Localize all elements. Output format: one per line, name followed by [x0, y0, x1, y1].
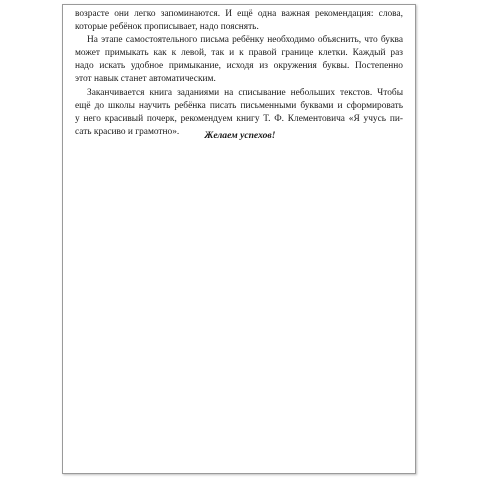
paragraph-1 — [75, 8, 403, 34]
paragraph-2 — [75, 34, 403, 86]
text-line: которые ребёнок прописывает, надо пояснять. — [75, 22, 259, 33]
body-text — [75, 8, 403, 139]
closing-wish: Желаем успехов! — [204, 130, 276, 141]
text-line: Заканчивается книга заданиями на списывание небольших текстов. Чтобы — [87, 87, 403, 98]
text-line: этот навык станет автоматическим. — [75, 74, 216, 85]
text-line: возрасте они легко запоминаются. И ещё одна важная рекомендация: слова, — [75, 9, 403, 19]
document-page — [62, 4, 416, 474]
text-line: может примыкать как к левой, так и к правой границе клетки. Каждый раз — [75, 48, 403, 59]
text-line: у него красивый почерк, рекомендуем книгу Т. Ф. Клементовича «Я учусь пи- — [75, 113, 403, 124]
text-line: надо искать удобное примыкание, исходя из окружения буквы. Постепенно — [75, 61, 403, 72]
text-line: сать красиво и грамотно». — [75, 126, 180, 137]
text-line: На этапе самостоятельного письма ребёнку необходимо объяснить, что буква — [87, 35, 403, 46]
text-line: ещё до школы научить ребёнка писать письменными буквами и сформировать — [75, 100, 403, 111]
